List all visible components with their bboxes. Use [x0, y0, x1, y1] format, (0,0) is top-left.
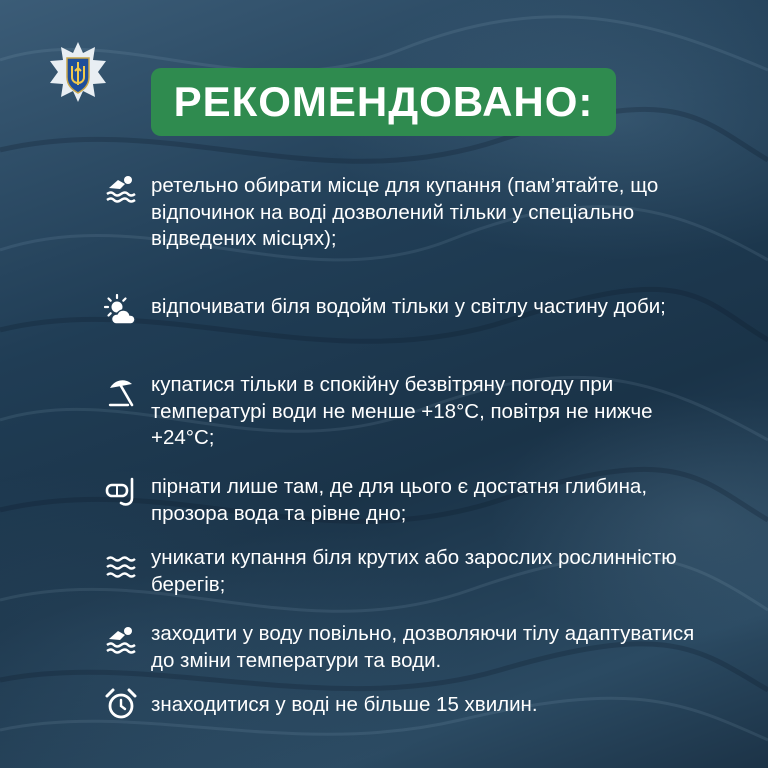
swimmer-icon — [104, 622, 138, 656]
item-text: ретельно обирати місце для купання (пам’ятайте, що відпочинок на воді дозволений тільки у спеціально відведених місцях); — [151, 174, 659, 250]
item-text: заходити у воду повільно, дозволяючи тілу адаптуватися до зміни температури та води. — [151, 622, 695, 672]
item-text: купатися тільки в спокійну безвітряну погоду при температурі води не менше +18°C, повітря не нижче +24°C; — [151, 373, 653, 449]
police-trident-emblem-icon — [47, 41, 109, 103]
item-text: пірнати лише там, де для цього є достатня глибина, прозора вода та рівне дно; — [151, 475, 648, 525]
waves-icon — [104, 550, 138, 584]
alarm-clock-icon — [104, 687, 138, 721]
item-text: відпочивати біля водойм тільки у світлу частину доби; — [151, 295, 666, 318]
police-emblem — [47, 41, 109, 103]
sun-cloud-icon — [104, 294, 138, 328]
page-title: РЕКОМЕНДОВАНО: — [173, 78, 594, 125]
diving-mask-icon — [104, 476, 138, 510]
title-banner — [151, 68, 616, 136]
item-text: знаходитися у воді не більше 15 хвилин. — [151, 693, 538, 716]
beach-umbrella-icon — [104, 374, 138, 408]
item-text: уникати купання біля крутих або зарослих рослинністю берегів; — [151, 546, 677, 596]
swimmer-icon — [104, 171, 138, 205]
